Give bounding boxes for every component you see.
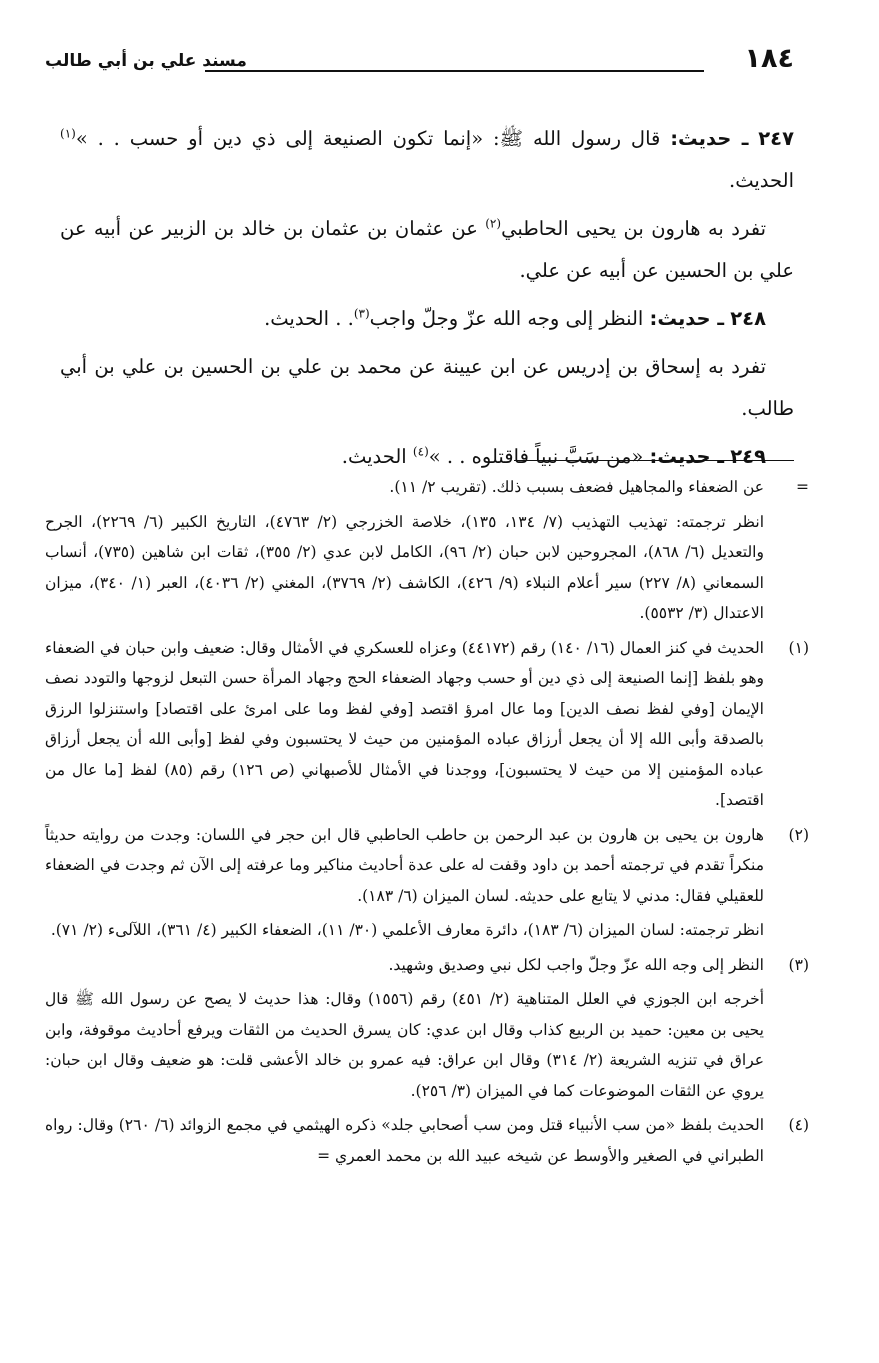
hadith-number: ٢٤٩: [730, 445, 766, 468]
footnote-marker: =: [796, 478, 809, 496]
footnote-ref[interactable]: (٣): [353, 306, 370, 321]
footnote-text: انظر ترجمته: لسان الميزان (٦/ ١٨٣)، دائرة معارف الأعلمي (٣٠/ ١١)، الضعفاء الكبير (٤/ ٣٦١)، اللآلىء (٢/ ٧١).: [50, 921, 764, 939]
hadith-text: النظر إلى وجه الله عزّ وجلّ واجب: [369, 307, 644, 330]
running-title: مسند علي بن أبي طالب: [45, 51, 247, 71]
hadith-number: ٢٤٧: [758, 127, 794, 150]
footnote-2: [45, 820, 809, 946]
footnote-marker: (١): [788, 638, 809, 657]
footnote-1: [45, 633, 809, 816]
footnote-4: [45, 1110, 809, 1171]
footnote-text: الحديث في كنز العمال (١٦/ ١٤٠) رقم (٤٤١٧٢) وعزاه للعسكري في الأمثال وقال: ضعيف وابن حبان في الضعفاء وهو بلفظ [إنما الصنيعة إلى ذي دين أو حسب وجهاد الضعفاء الحج وجهاد المرأة حسن التبعل لزوجها والتودد نصف الإيمان [وفي لفظ نصف الدين] وما عال امرؤ اقتصد [وفي لفظ وما على امرئ على اقتصاد] واستنزلوا الرزق بالصدقة وأبى الله إلا أن يجعل أرزاق عباده المؤمنين من حيث لا يحتسبون وفي لفظ [وأبى الله أن يجعل أرزاق عباده المؤمنين إلا من حيث لا يحتسبون]، ووجدنا في الأمثال للأصبهاني (ص ١٢٦) رقم (٨٥) لفظ [ما عال من اقتصد].: [45, 638, 765, 809]
footnote-text: هارون بن يحيى بن هارون بن عبد الرحمن بن حاطب الحاطبي قال ابن حجر في اللسان: وجدت من روايته حديثاً منكراً تقدم في ترجمته أحمد بن داود وقفت له على عدة أحاديث مناكير وما عرفته إلى الآن ثم وجدت في الضعفاء للعقيلي فقال: مدني لا يتابع على حديثه. لسان الميزان (٦/ ١٨٣).: [45, 825, 764, 905]
header-rule: [205, 70, 704, 72]
hadith-label: ـ حديث:: [670, 127, 749, 150]
hadith-number: ٢٤٨: [730, 307, 766, 330]
footnote-marker: (٣): [788, 955, 809, 974]
chain-text: تفرد به إسحاق بن إدريس عن ابن عيينة عن محمد بن علي بن الحسين بن علي بن أبي طالب.: [60, 355, 794, 420]
main-text: [60, 118, 794, 484]
footnote-marker: (٤): [788, 1116, 809, 1134]
footnote-ref[interactable]: (١): [60, 126, 76, 141]
chain-text-end: عن عثمان بن عثمان بن خالد بن الزبير عن أبيه عن علي بن الحسين عن أبيه عن علي.: [60, 217, 794, 282]
page-number: ١٨٤: [744, 43, 794, 74]
chain-note-248: [60, 346, 794, 430]
footnotes: [45, 472, 809, 1175]
hadith-text-end: الحديث.: [341, 445, 413, 468]
footnote-continuation: [45, 472, 809, 629]
chain-note-247: [60, 208, 794, 292]
footnote-text: الحديث بلفظ «من سب الأنبياء قتل ومن سب أصحابي جلد» ذكره الهيثمي في مجمع الزوائد (٦/ ٢٦٠) وقال: رواه الطبراني في الصغير والأوسط عن شيخه عبيد الله بن محمد العمري =: [45, 1116, 765, 1165]
footnote-marker: (٢): [788, 825, 809, 844]
footnote-text: أخرجه ابن الجوزي في العلل المتناهية (٢/ ٤٥١) رقم (١٥٥٦) وقال: هذا حديث لا يصح عن رسول الله ﷺ قال يحيى بن معين: حميد بن الربيع كذاب وقال ابن عدي: كان يسرق الحديث من الثقات ويرفع أحاديث موقوفة، وابن عراق في تنزيه الشريعة (٢/ ٣١٤) وقال ابن عراق: فيه عمرو بن خالد الأعشى قلت: هو ضعيف وقال ابن حبان: يروي عن الثقات الموضوعات كما في الميزان (٣/ ٢٥٦).: [45, 990, 765, 1100]
hadith-text-end: الحديث.: [729, 169, 794, 192]
footnote-ref[interactable]: (٢): [485, 216, 502, 231]
hadith-text-end: . . الحديث.: [264, 307, 354, 330]
footnote-ref[interactable]: (٤): [412, 444, 429, 459]
footnote-text: انظر ترجمته: تهذيب التهذيب (٧/ ١٣٤، ١٣٥)، خلاصة الخزرجي (٢/ ٤٧٦٣)، التاريخ الكبير (٦/ ٢٢٦٩)، الجرح والتعديل (٦/ ٨٦٨)، المجروحين لابن حبان (٢/ ٩٦)، الكامل لابن عدي (٢/ ٣٥٥)، ثقات ابن شاهين (٧٣٥)، أنساب السمعاني (٨/ ٢٢٧) سير أعلام النبلاء (٩/ ٤٢٦)، الكاشف (٢/ ٣٧٦٩)، المغني (٢/ ٤٠٣٦)، العبر (١/ ٣٤٠)، ميزان الاعتدال (٣/ ٥٥٣٢).: [45, 512, 765, 622]
footnote-separator: [514, 460, 794, 461]
hadith-248: [60, 298, 794, 340]
chain-text: تفرد به هارون بن يحيى الحاطبي: [501, 217, 766, 240]
hadith-label: ـ حديث:: [649, 307, 725, 330]
hadith-text: «من سَبَّ نبياً فاقتلوه . . »: [428, 445, 644, 468]
footnote-text: عن الضعفاء والمجاهيل فضعف بسبب ذلك. (تقريب ٢/ ١١).: [389, 478, 764, 496]
footnote-3: [45, 950, 809, 1107]
footnote-text: النظر إلى وجه الله عزّ وجلّ واجب لكل نبي وصديق وشهيد.: [388, 955, 764, 974]
hadith-text: قال رسول الله ﷺ: «إنما تكون الصنيعة إلى ذي دين أو حسب . . »: [75, 127, 661, 150]
hadith-247: [60, 118, 794, 202]
hadith-label: ـ حديث:: [649, 445, 725, 468]
running-header: [45, 42, 794, 82]
